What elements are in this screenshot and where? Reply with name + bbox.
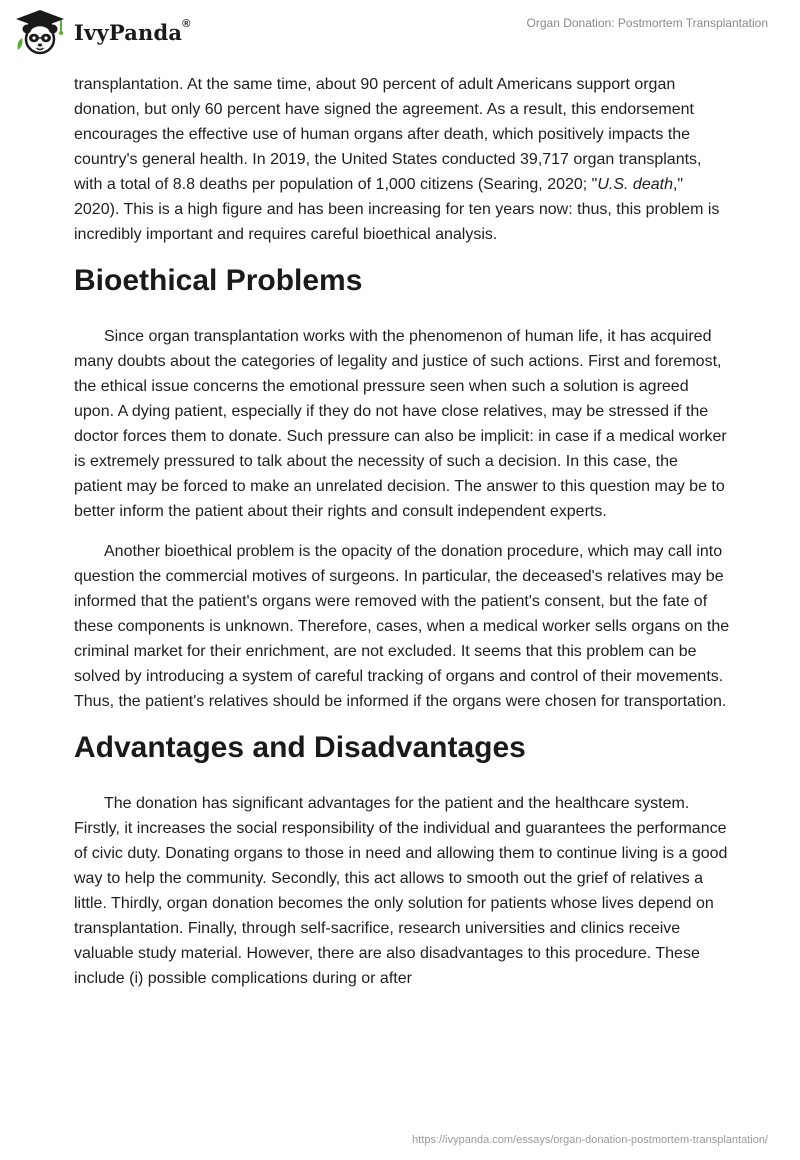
section-heading-advantages-and-disadvantages: Advantages and Disadvantages [74, 731, 526, 764]
essay-content [74, 72, 730, 1006]
document-title: Organ Donation: Postmortem Transplantation [526, 16, 768, 30]
ivypanda-logo[interactable] [14, 8, 191, 56]
paragraph: The donation has significant advantages for the patient and the healthcare system. Firstly, it increases the social responsibility of the individual and guarantees the performance of civic duty. Donating organs to those in need and allowing them to continue living is a good way to help the community. Secondly, this act allows to smooth out the grief of relatives a little. Thirdly, organ donation becomes the only solution for patients whose lives depend on transplantation. Finally, through self-sacrifice, research universities and clinics receive valuable study material. However, there are also disadvantages to this procedure. These include (i) possible complications during or after [74, 795, 728, 987]
paragraph: Another bioethical problem is the opacity of the donation procedure, which may call into question the commercial motives of surgeons. In particular, the deceased's relatives may be informed that the patient's organs were removed with the patient's consent, but the fate of these components is unknown. Therefore, cases, when a medical worker sells organs on the criminal market for their enrichment, are not excluded. It seems that this problem can be solved by introducing a system of careful tracking of organs and control of their movements. Thus, the patient's relatives should be informed if the organs were chosen for transportation. [74, 543, 730, 710]
source-url[interactable]: https://ivypanda.com/essays/organ-donation-postmortem-transplantation/ [412, 1134, 768, 1146]
page-header [0, 0, 800, 70]
panda-graduate-icon [14, 8, 66, 56]
brand-name: IvyPanda® [74, 17, 191, 45]
intro-paragraph: transplantation. At the same time, about 90 percent of adult Americans support organ donation, but only 60 percent have signed the agreement. As a result, this endorsement encourages the effective use of human organs after death, which positively impacts the country's general health. In 2019, the United States conducted 39,717 organ transplants, with a total of 8.8 deaths per population of 1,000 citizens (Searing, 2020; "U.S. death," 2020). This is a high figure and has been increasing for ten years now: thus, this problem is incredibly important and requires careful bioethical analysis. [74, 76, 720, 243]
citation-title: U.S. death [597, 176, 673, 193]
section-heading-bioethical-problems: Bioethical Problems [74, 264, 363, 297]
paragraph: Since organ transplantation works with the phenomenon of human life, it has acquired many doubts about the categories of legality and justice of such actions. First and foremost, the ethical issue concerns the emotional pressure seen when such a solution is agreed upon. A dying patient, especially if they do not have close relatives, may be stressed if the doctor forces them to donate. Such pressure can also be implicit: in case if a medical worker is extremely pressured to talk about the necessity of such a decision. In this case, the patient may be forced to make an unrelated decision. The answer to this question may be to better inform the patient about their rights and consult independent experts. [74, 328, 727, 520]
